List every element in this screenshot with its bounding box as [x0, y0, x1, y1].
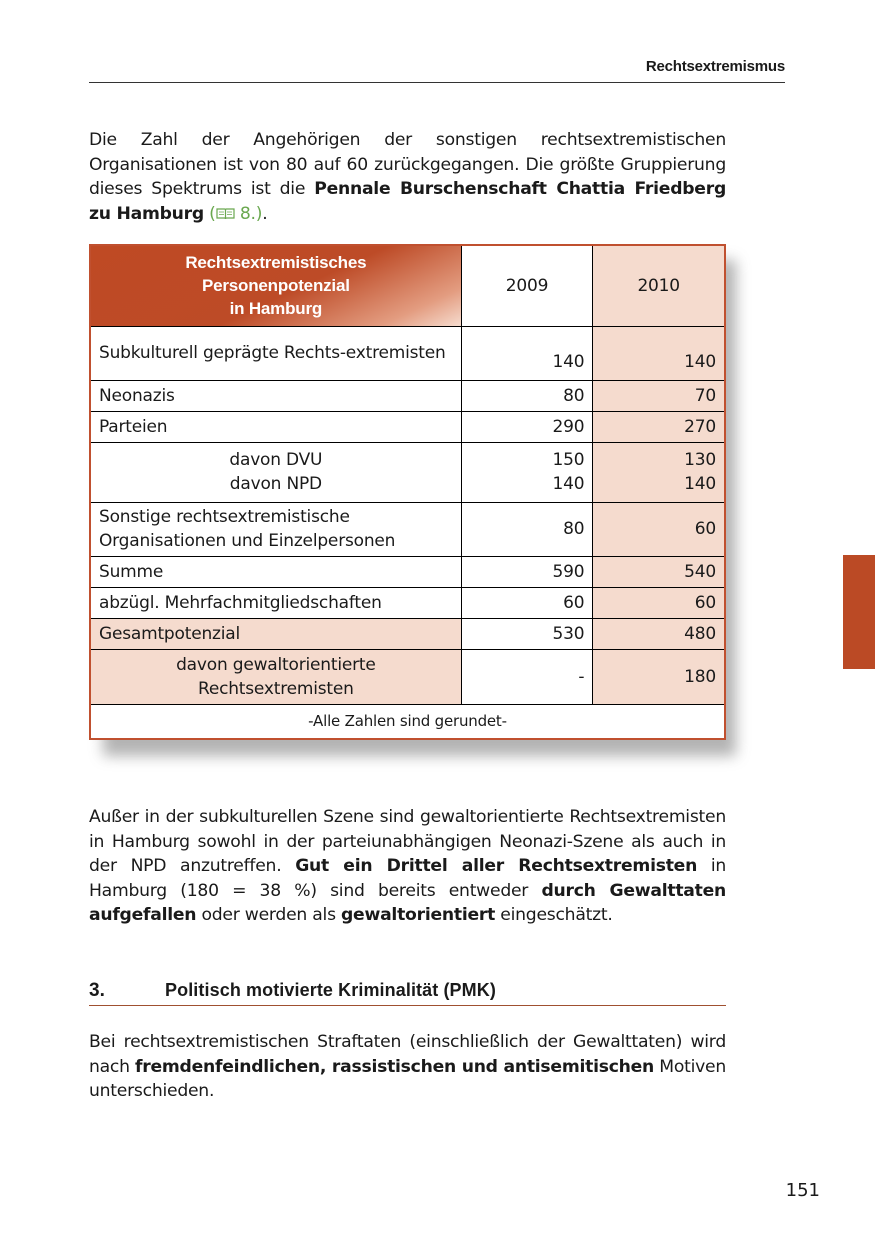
value-2010: 540 [593, 556, 725, 587]
row-label: Subkulturell geprägte Rechts-extremisten [90, 326, 461, 380]
section-heading [89, 980, 726, 1006]
value-2009: 530 [461, 618, 593, 649]
intro-paragraph [89, 128, 726, 226]
row-label: Neonazis [90, 380, 461, 411]
table-row [90, 618, 725, 649]
value-2010: 270 [593, 411, 725, 442]
value-2010: 60 [593, 587, 725, 618]
row-label: davon DVU davon NPD [90, 442, 461, 502]
table-corner-title: Rechtsextremistisches Personenpotenzial in Hamburg [90, 245, 461, 326]
table-row [90, 380, 725, 411]
value-2010: 480 [593, 618, 725, 649]
row-label: Parteien [90, 411, 461, 442]
table-row [90, 502, 725, 556]
table-row [90, 411, 725, 442]
intro-text: Die Zahl der Angehörigen der sonstigen rechtsextremistischen Organisationen ist von 80 auf 60 zurückgegangen. Die größte Gruppierung dieses Spektrums ist die [89, 130, 726, 199]
table-row [90, 649, 725, 704]
value-2010: 180 [593, 649, 725, 704]
book-icon [216, 207, 235, 220]
value-2009: 590 [461, 556, 593, 587]
row-label: davon gewaltorientierte Rechtsextremisten [90, 649, 461, 704]
table-row [90, 442, 725, 502]
paragraph-gewalt: Außer in der subkulturellen Szene sind gewaltorientierte Rechtsextremisten in Hamburg sowohl in der parteiunabhängigen Neonazi-Szene als auch in der NPD anzutreffen. Gut ein Drittel aller Rechtsextremisten in Hamburg (180 = 38 %) sind bereits entweder durch Gewalttaten aufgefallen oder werden als gewaltorientiert eingeschätzt. [89, 807, 727, 925]
table-note-row [90, 704, 725, 739]
table-row [90, 556, 725, 587]
table-row [90, 587, 725, 618]
reference-link[interactable] [209, 204, 262, 224]
value-2009: 140 [461, 326, 593, 380]
column-2010: 2010 [593, 245, 725, 326]
paragraph-pmk: Bei rechtsextremistischen Straftaten (einschließlich der Gewalttaten) wird nach fremdenfeindlichen, rassistischen und antisemitischen Motiven unterschieden. [89, 1032, 727, 1101]
value-2010: 70 [593, 380, 725, 411]
value-2010: 130 140 [593, 442, 725, 502]
intro-end: . [262, 203, 268, 224]
row-label: Gesamtpotenzial [90, 618, 461, 649]
intro-bold: Pennale Burschenschaft Chattia Friedberg zu Hamburg [89, 179, 726, 224]
value-2009: 290 [461, 411, 593, 442]
header-rule [89, 82, 785, 83]
ref-label: 8.) [239, 203, 263, 224]
page-number: 151 [785, 1180, 820, 1201]
row-label: Summe [90, 556, 461, 587]
value-2009: 80 [461, 502, 593, 556]
row-label: Sonstige rechtsextremistische Organisationen und Einzelpersonen [90, 502, 461, 556]
value-2009: 150 140 [461, 442, 593, 502]
value-2010: 140 [593, 326, 725, 380]
chapter-tab [843, 555, 875, 669]
section-number: 3. [89, 980, 106, 1001]
row-label: abzügl. Mehrfachmitgliedschaften [90, 587, 461, 618]
section-title: Politisch motivierte Kriminalität (PMK) [165, 980, 496, 1000]
column-2009: 2009 [461, 245, 593, 326]
value-2009: 60 [461, 587, 593, 618]
table-row [90, 326, 725, 380]
personenpotenzial-table [89, 244, 726, 740]
table-header-row [90, 245, 725, 326]
personenpotenzial-table-wrap [89, 244, 726, 740]
running-head: Rechtsextremismus [645, 58, 785, 75]
value-2009: 80 [461, 380, 593, 411]
table-note: -Alle Zahlen sind gerundet- [90, 704, 725, 739]
value-2010: 60 [593, 502, 725, 556]
ref-open: ( [209, 203, 216, 224]
value-2009: - [461, 649, 593, 704]
